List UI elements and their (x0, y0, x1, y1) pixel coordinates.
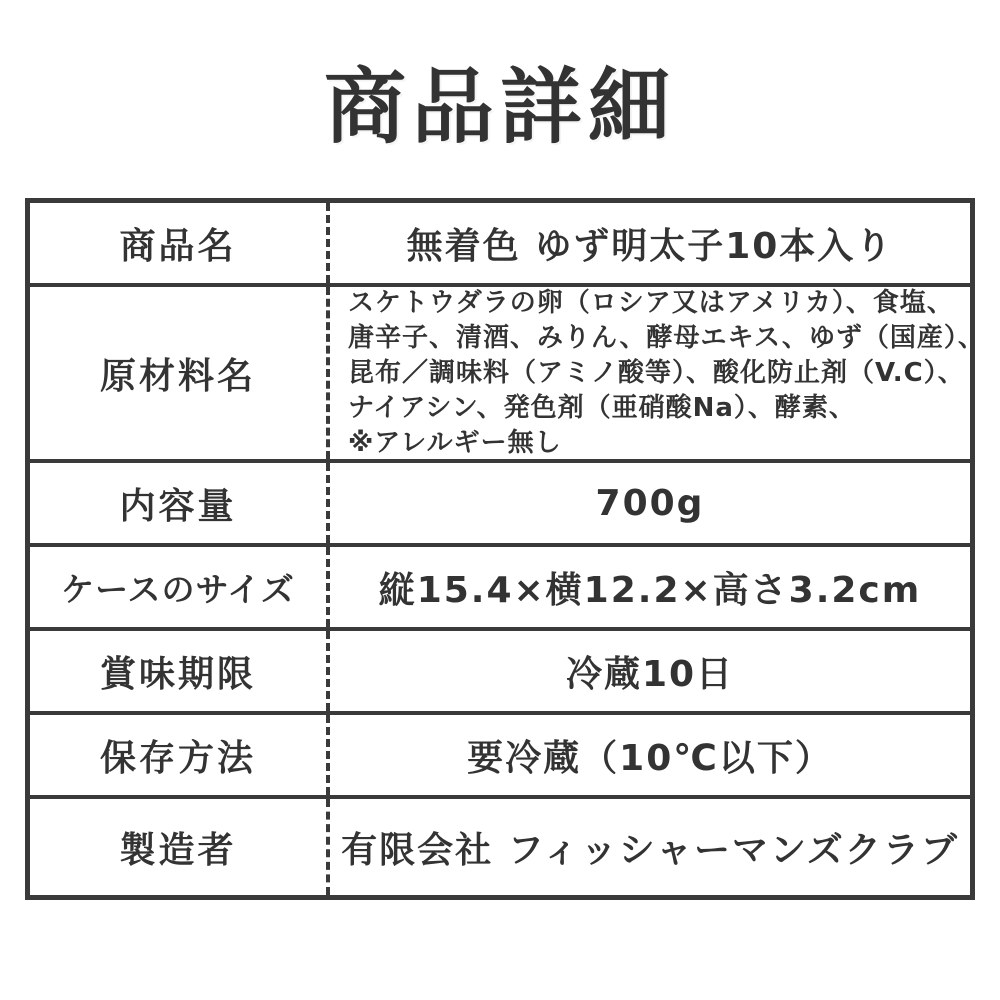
table-row-ingredients (30, 287, 985, 463)
table-row-storage-method (30, 715, 970, 799)
row-label-shelf-life: 賞味期限 (30, 631, 330, 711)
ingredient-line: ナイアシン、発色剤（亜硝酸Na）、酵素、 (348, 392, 856, 423)
table-row-shelf-life (30, 631, 970, 715)
row-value-manufacturer: 有限会社 フィッシャーマンズクラブ (341, 829, 959, 871)
row-label-product-name: 商品名 (30, 203, 330, 283)
row-value-net-weight: 700g (595, 482, 705, 524)
table-row-net-weight (30, 463, 970, 547)
row-value-ingredients (330, 287, 995, 459)
row-value-shelf-life: 冷蔵10日 (565, 653, 735, 695)
ingredient-line: 唐辛子、清酒、みりん、酵母エキス、ゆず（国産）、 (348, 322, 985, 353)
page-title: 商品詳細 (323, 60, 676, 155)
row-label-manufacturer: 製造者 (30, 799, 330, 895)
row-label-storage-method: 保存方法 (30, 715, 330, 795)
table-row-case-size (30, 547, 970, 631)
ingredient-line: スケトウダラの卵（ロシア又はアメリカ）、食塩、 (348, 287, 954, 318)
row-label-net-weight: 内容量 (30, 463, 330, 543)
row-value-case-size: 縦15.4×横12.2×高さ3.2cm (378, 569, 922, 611)
table-row-manufacturer (30, 799, 970, 895)
ingredient-line: ※アレルギー無し (348, 427, 562, 458)
row-value-storage-method: 要冷蔵（10℃以下） (467, 737, 833, 779)
row-label-case-size: ケースのサイズ (30, 547, 330, 627)
product-detail-table (25, 198, 985, 900)
ingredient-line: 昆布／調味料（アミノ酸等）、酸化防止剤（V.C）、 (348, 357, 965, 388)
table-row-product-name (30, 203, 970, 287)
row-label-ingredients: 原材料名 (30, 287, 330, 459)
row-value-product-name: 無着色 ゆず明太子10本入り (406, 225, 894, 267)
